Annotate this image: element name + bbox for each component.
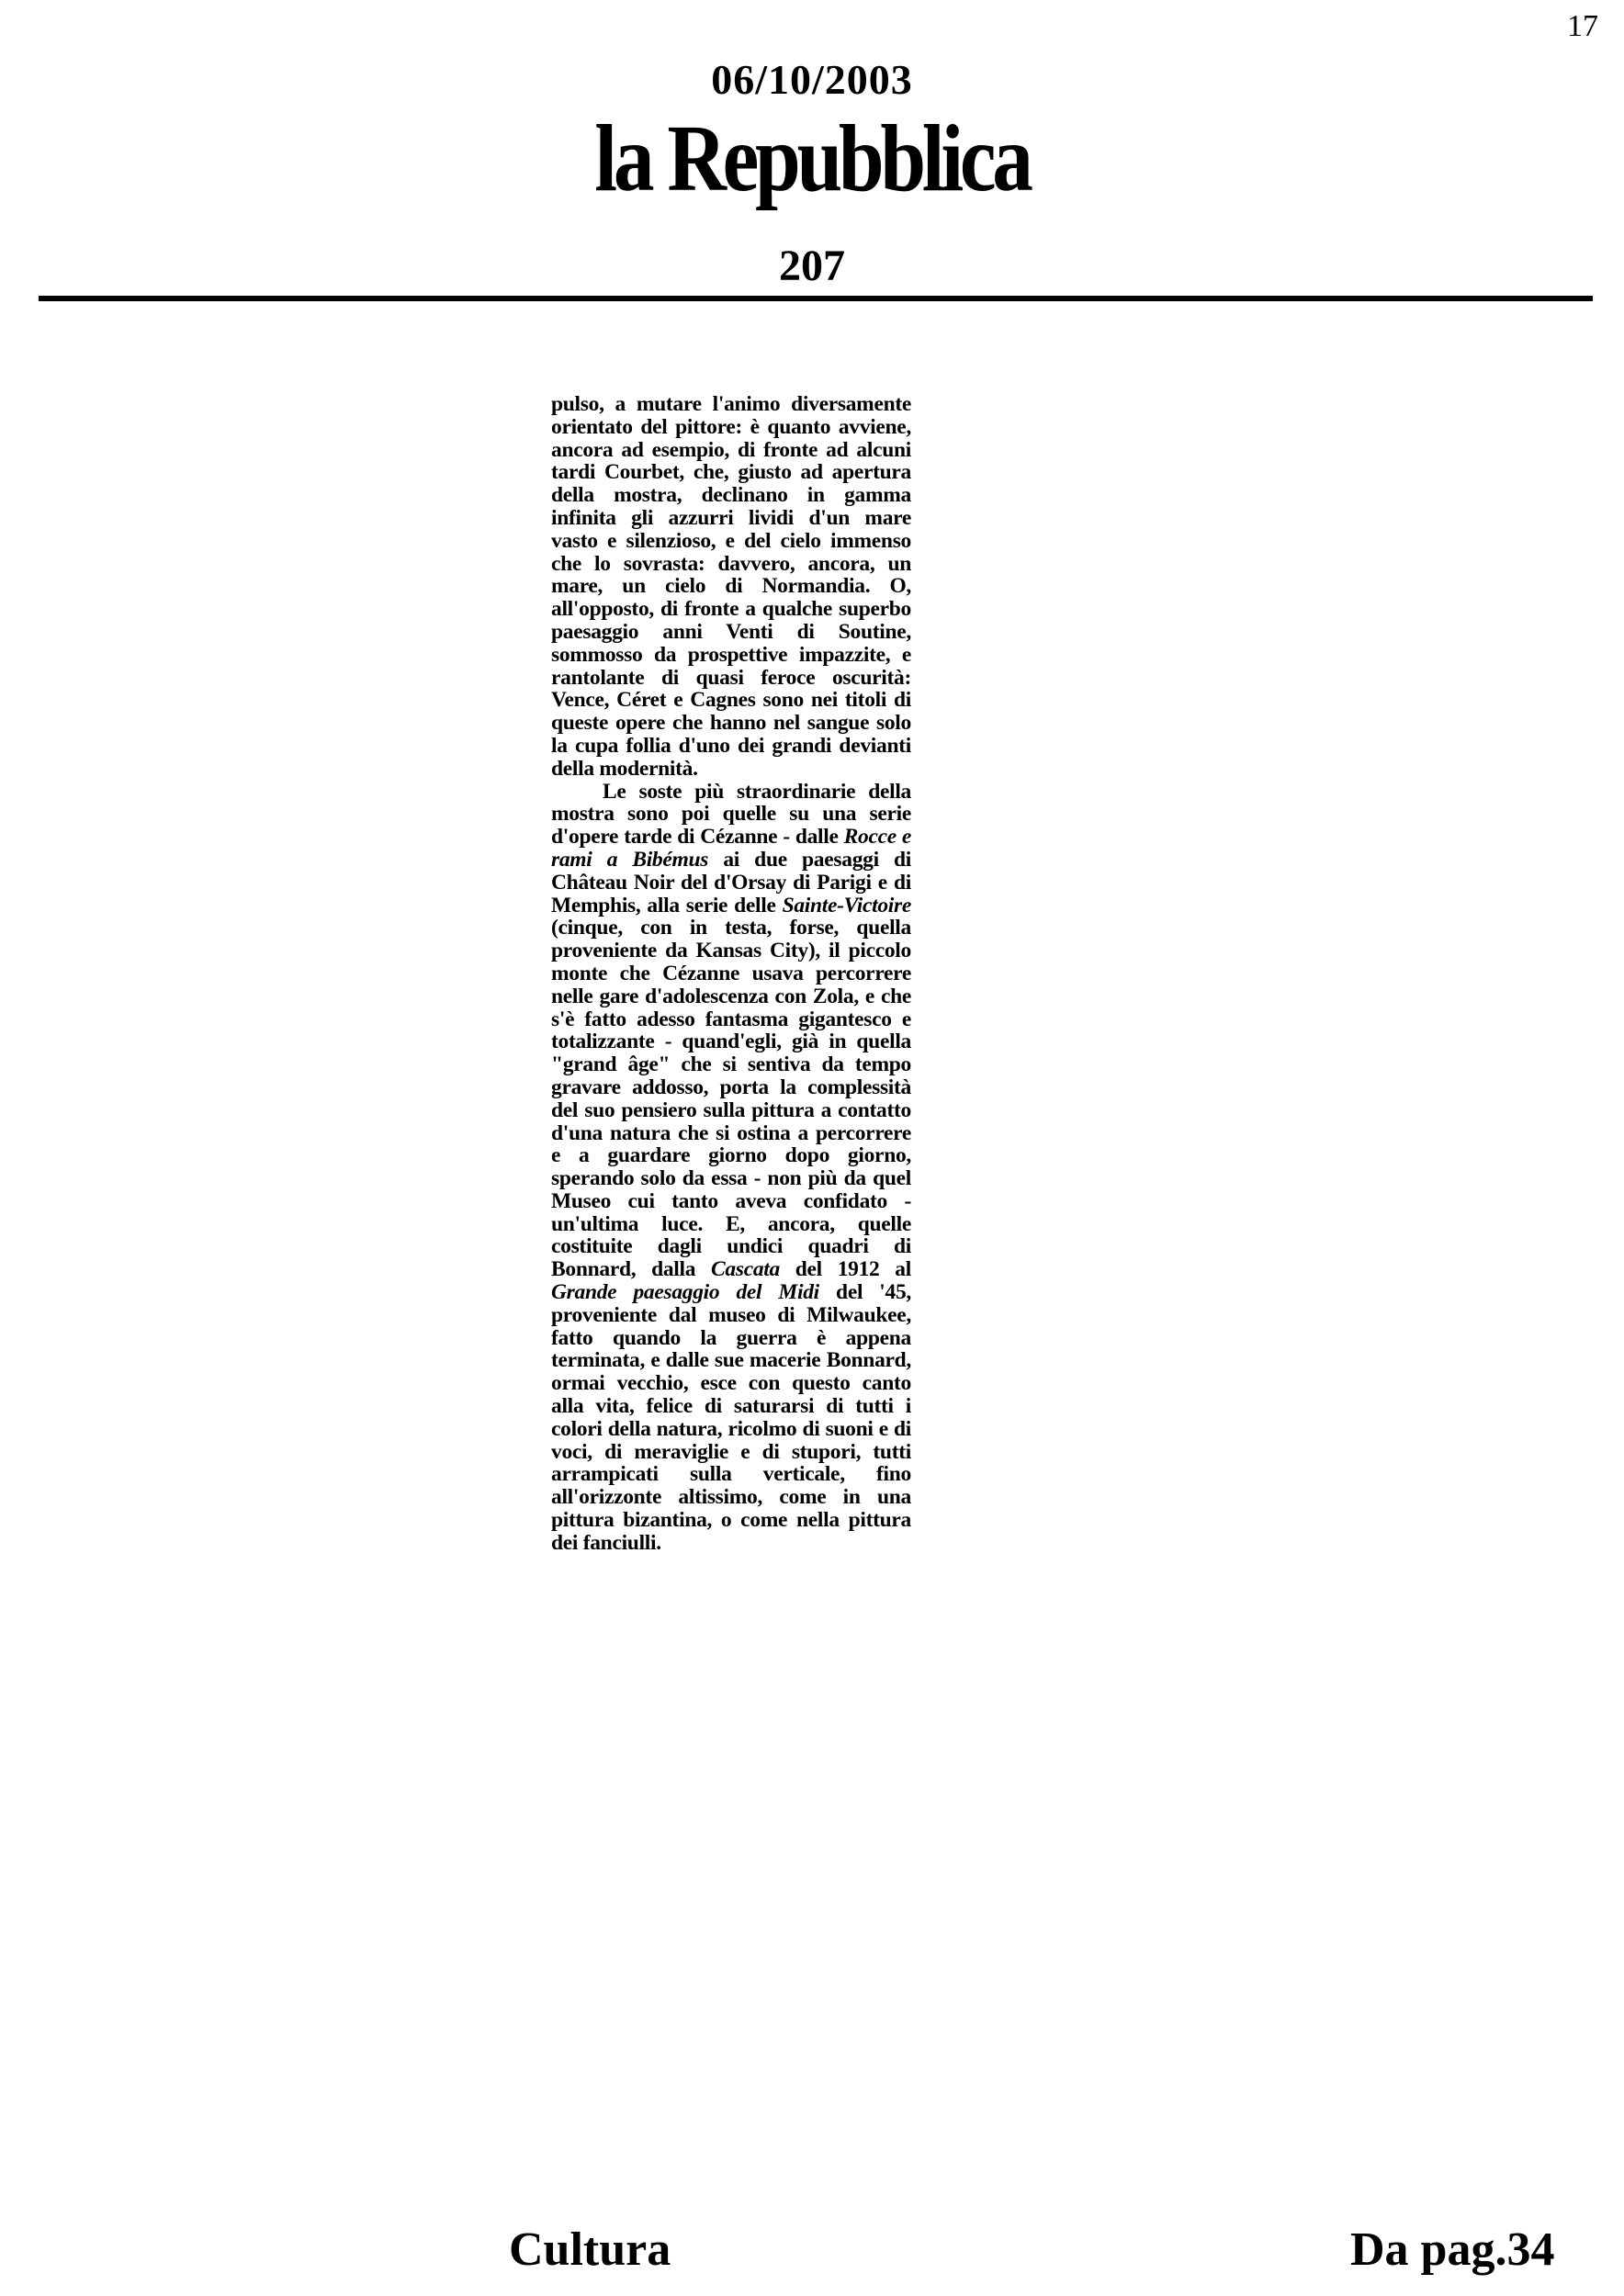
text-run: ai due paesaggi di Château Noir del d'Orsay di Parigi e di Memphis, alla serie delle [551, 847, 912, 917]
artwork-title: Grande paesaggio del Midi [551, 1280, 819, 1305]
text-run: del 1912 al [779, 1257, 911, 1282]
artwork-title: Rocce e rami a Bibémus [551, 825, 911, 872]
text-run: del '45, proveniente dal museo di Milwaukee, fatto quando la guerra è appena terminata, e dalle sue macerie Bonnard, ormai vecchio, esce con questo canto alla vita, felice di saturarsi di tutti i colori della natura, ricolmo di suoni e di voci, di meraviglie e di stupori, tutti arrampicati sulla verticale, fino all'orizzonte altissimo, come in una pittura bizantina, o come nella pittura dei fanciulli. [551, 1280, 912, 1555]
section-name: Cultura [509, 2223, 671, 2276]
header [0, 55, 1624, 211]
newspaper-masthead: la Repubblica [594, 106, 1030, 211]
issue-number: 207 [779, 242, 845, 290]
publication-date: 06/10/2003 [711, 56, 913, 103]
header-divider [39, 296, 1593, 301]
page-number: 17 [1567, 9, 1598, 43]
article-paragraph-2 [551, 781, 911, 1555]
text-run: Le soste più straordinarie della mostra sono poi quelle su una serie d'opere tarde di Cézanne - dalle [551, 779, 911, 850]
article-column [551, 393, 911, 1555]
continued-from-page: Da pag.34 [1350, 2223, 1555, 2276]
text-run: (cinque, con in testa, forse, quella proveniente da Kansas City), il piccolo monte che Cézanne usava percorrere nelle gare d'adolescenza con Zola, e che s'è fatto adesso fantasma gigantesco e totalizzante - quand'egli, già in quella "grand âge" che si sentiva da tempo gravare addosso, porta la complessità del suo pensiero sulla pittura a contatto d'una natura che si ostina a percorrere e a guardare giorno dopo giorno, sperando solo da essa - non più da quel Museo cui tanto aveva confidato - un'ultima luce. E, ancora, quelle costituite dagli undici quadri di Bonnard, dalla [551, 916, 911, 1282]
article-paragraph-1: pulso, a mutare l'animo diversamente orientato del pittore: è quanto avviene, ancora ad esempio, di fronte ad alcuni tardi Courbet, che, giusto ad apertura della mostra, declinano in gamma infinita gli azzurri lividi d'un mare vasto e silenzioso, e del cielo immenso che lo sovrasta: davvero, ancora, un mare, un cielo di Normandia. O, all'opposto, di fronte a qualche superbo paesaggio anni Venti di Soutine, sommosso da prospettive impazzite, e rantolante di quasi feroce oscurità: Vence, Céret e Cagnes sono nei titoli di queste opere che hanno nel sangue solo la cupa follia d'uno dei grandi devianti della modernità. [551, 392, 911, 781]
artwork-title: Sainte-Victoire [782, 893, 911, 917]
artwork-title: Cascata [711, 1257, 780, 1282]
